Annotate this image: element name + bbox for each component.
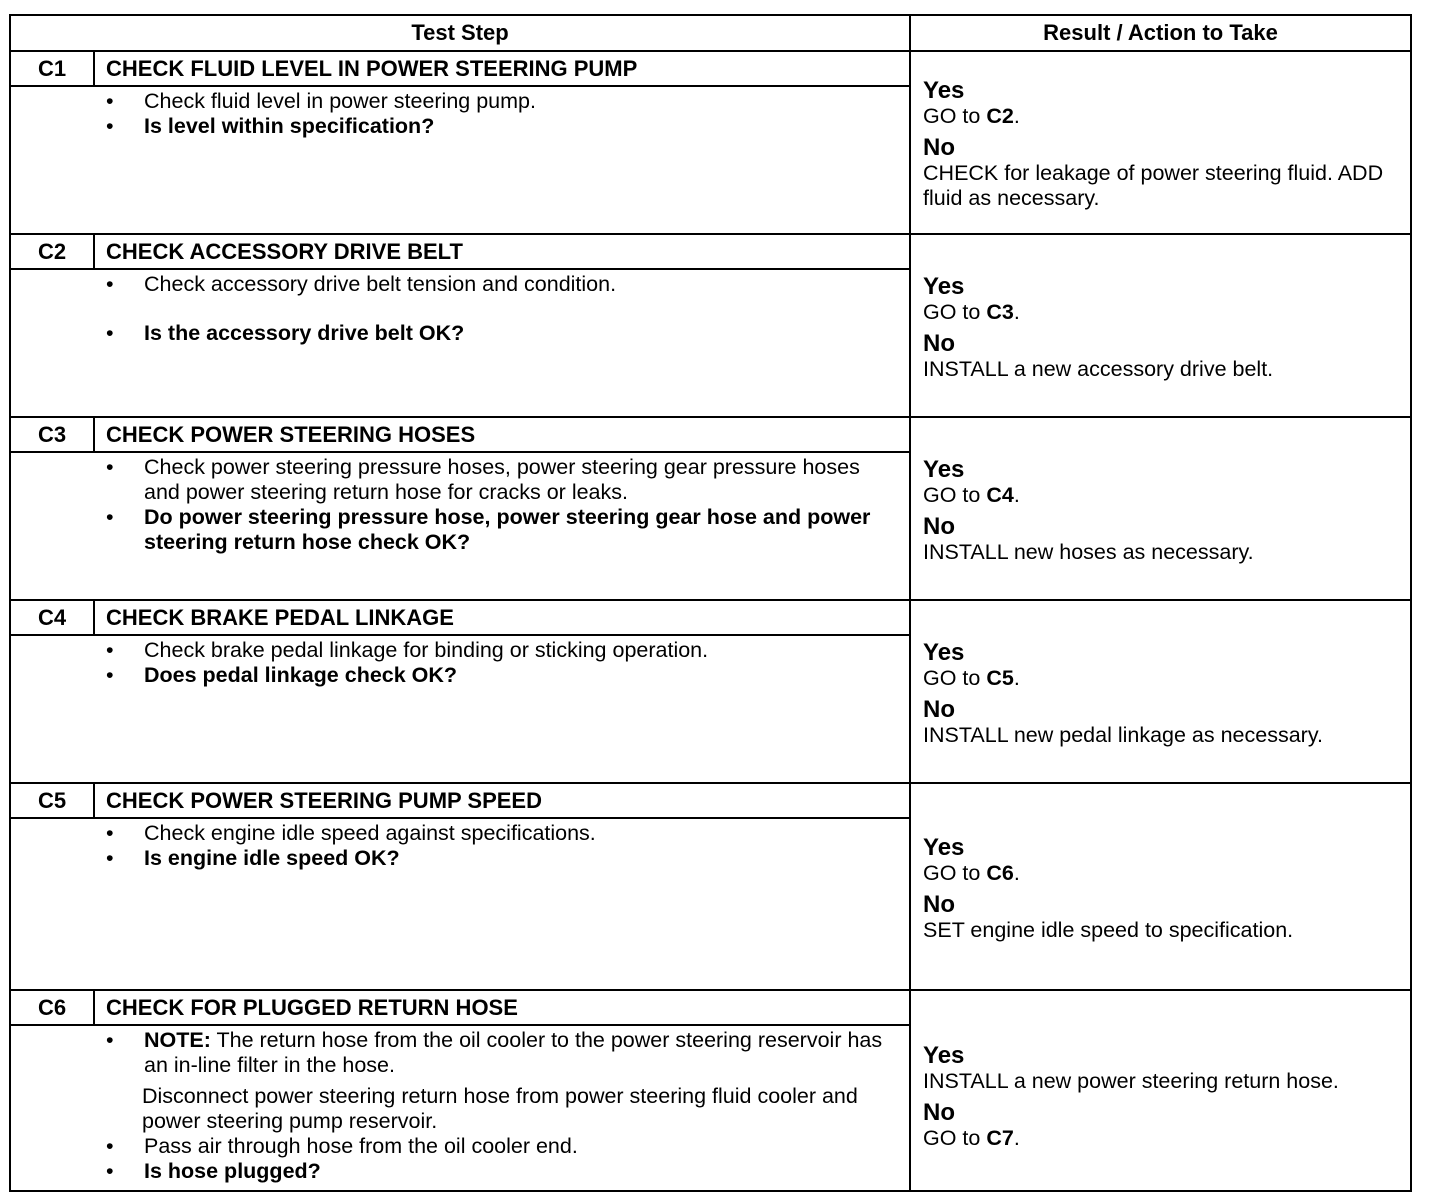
step-id: C3 — [10, 417, 94, 452]
step-c6-title-row — [10, 990, 1411, 1025]
no-action: INSTALL new hoses as necessary. — [923, 539, 1254, 564]
list-item-question: • Is the accessory drive belt OK? — [106, 321, 465, 345]
list-item: • Pass air through hose from the oil cooler end. — [106, 1134, 578, 1158]
no-action: INSTALL new pedal linkage as necessary. — [923, 722, 1323, 747]
step-c5-result — [910, 783, 1411, 990]
step-c1-title-row — [10, 51, 1411, 86]
yes-label: Yes — [923, 638, 965, 666]
no-label: No — [923, 512, 956, 540]
list-item-question: • Does pedal linkage check OK? — [106, 663, 458, 687]
yes-action: GO to C4. — [923, 482, 1020, 507]
yes-action: INSTALL a new power steering return hose. — [923, 1068, 1339, 1093]
step-title: CHECK POWER STEERING HOSES — [94, 417, 910, 452]
no-action: CHECK for leakage of power steering fluid. ADD fluid as necessary. — [923, 161, 1384, 210]
diagnostic-table — [9, 14, 1412, 1192]
list-item-question: • Do power steering pressure hose, power steering gear hose and power steering return hose check OK? — [106, 505, 871, 554]
note-continuation: Disconnect power steering return hose from power steering fluid cooler and power steering pump reservoir. — [142, 1084, 858, 1133]
no-label: No — [923, 329, 956, 357]
yes-label: Yes — [923, 1041, 965, 1069]
step-id: C4 — [10, 600, 94, 635]
list-item: • Check power steering pressure hoses, power steering gear pressure hoses and power steering return hose for cracks or leaks. — [106, 455, 860, 504]
step-c4-body — [94, 635, 910, 783]
note-label: NOTE: — [144, 1028, 211, 1052]
step-c4-result — [910, 600, 1411, 783]
no-label: No — [923, 1098, 956, 1126]
no-label: No — [923, 890, 956, 918]
step-title: CHECK FOR PLUGGED RETURN HOSE — [94, 990, 910, 1025]
yes-action: GO to C3. — [923, 299, 1020, 324]
result-action-header: Result / Action to Take — [910, 15, 1411, 51]
table-header — [10, 15, 1411, 51]
step-c5-title-row — [10, 783, 1411, 818]
step-c5-body — [94, 818, 910, 990]
step-c2-body — [94, 269, 910, 417]
list-item: • Check brake pedal linkage for binding or sticking operation. — [106, 638, 709, 662]
step-id: C5 — [10, 783, 94, 818]
step-id: C1 — [10, 51, 94, 86]
step-c6-body — [94, 1025, 910, 1191]
step-id: C2 — [10, 234, 94, 269]
step-title: CHECK POWER STEERING PUMP SPEED — [94, 783, 910, 818]
step-c1-body — [94, 86, 910, 234]
yes-label: Yes — [923, 272, 965, 300]
no-label: No — [923, 134, 956, 161]
step-c6-result — [910, 990, 1411, 1191]
yes-action: GO to C6. — [923, 860, 1020, 885]
note-text: The return hose from the oil cooler to the power steering reservoir has an in-line filter in the hose. — [144, 1028, 883, 1077]
step-c4-title-row — [10, 600, 1411, 635]
list-item-question: • Is level within specification? — [106, 114, 435, 138]
step-title: CHECK FLUID LEVEL IN POWER STEERING PUMP — [94, 51, 910, 86]
step-title: CHECK BRAKE PEDAL LINKAGE — [94, 600, 910, 635]
yes-action: GO to C2. — [923, 104, 1020, 128]
no-action: INSTALL a new accessory drive belt. — [923, 356, 1274, 381]
step-c3-title-row — [10, 417, 1411, 452]
yes-label: Yes — [923, 77, 965, 104]
no-label: No — [923, 695, 956, 723]
test-step-header: Test Step — [10, 15, 910, 51]
no-action: GO to C7. — [923, 1125, 1020, 1150]
step-c3-body — [94, 452, 910, 600]
yes-action: GO to C5. — [923, 665, 1020, 690]
list-item-question: • Is engine idle speed OK? — [106, 846, 400, 870]
list-item: • Check engine idle speed against specifications. — [106, 821, 596, 845]
list-item-question: • Is hose plugged? — [106, 1159, 321, 1183]
step-c2-result — [910, 234, 1411, 417]
no-action: SET engine idle speed to specification. — [923, 917, 1294, 942]
step-c2-title-row — [10, 234, 1411, 269]
note-item: • NOTE: The return hose from the oil cooler to the power steering reservoir has an in-line filter in the hose. — [106, 1028, 883, 1077]
list-item: • Check fluid level in power steering pump. — [106, 89, 536, 113]
step-title: CHECK ACCESSORY DRIVE BELT — [94, 234, 910, 269]
step-id: C6 — [10, 990, 94, 1025]
yes-label: Yes — [923, 833, 965, 861]
yes-label: Yes — [923, 455, 965, 483]
list-item: • Check accessory drive belt tension and condition. — [106, 272, 617, 296]
step-c1-result — [910, 51, 1411, 234]
step-c3-result — [910, 417, 1411, 600]
